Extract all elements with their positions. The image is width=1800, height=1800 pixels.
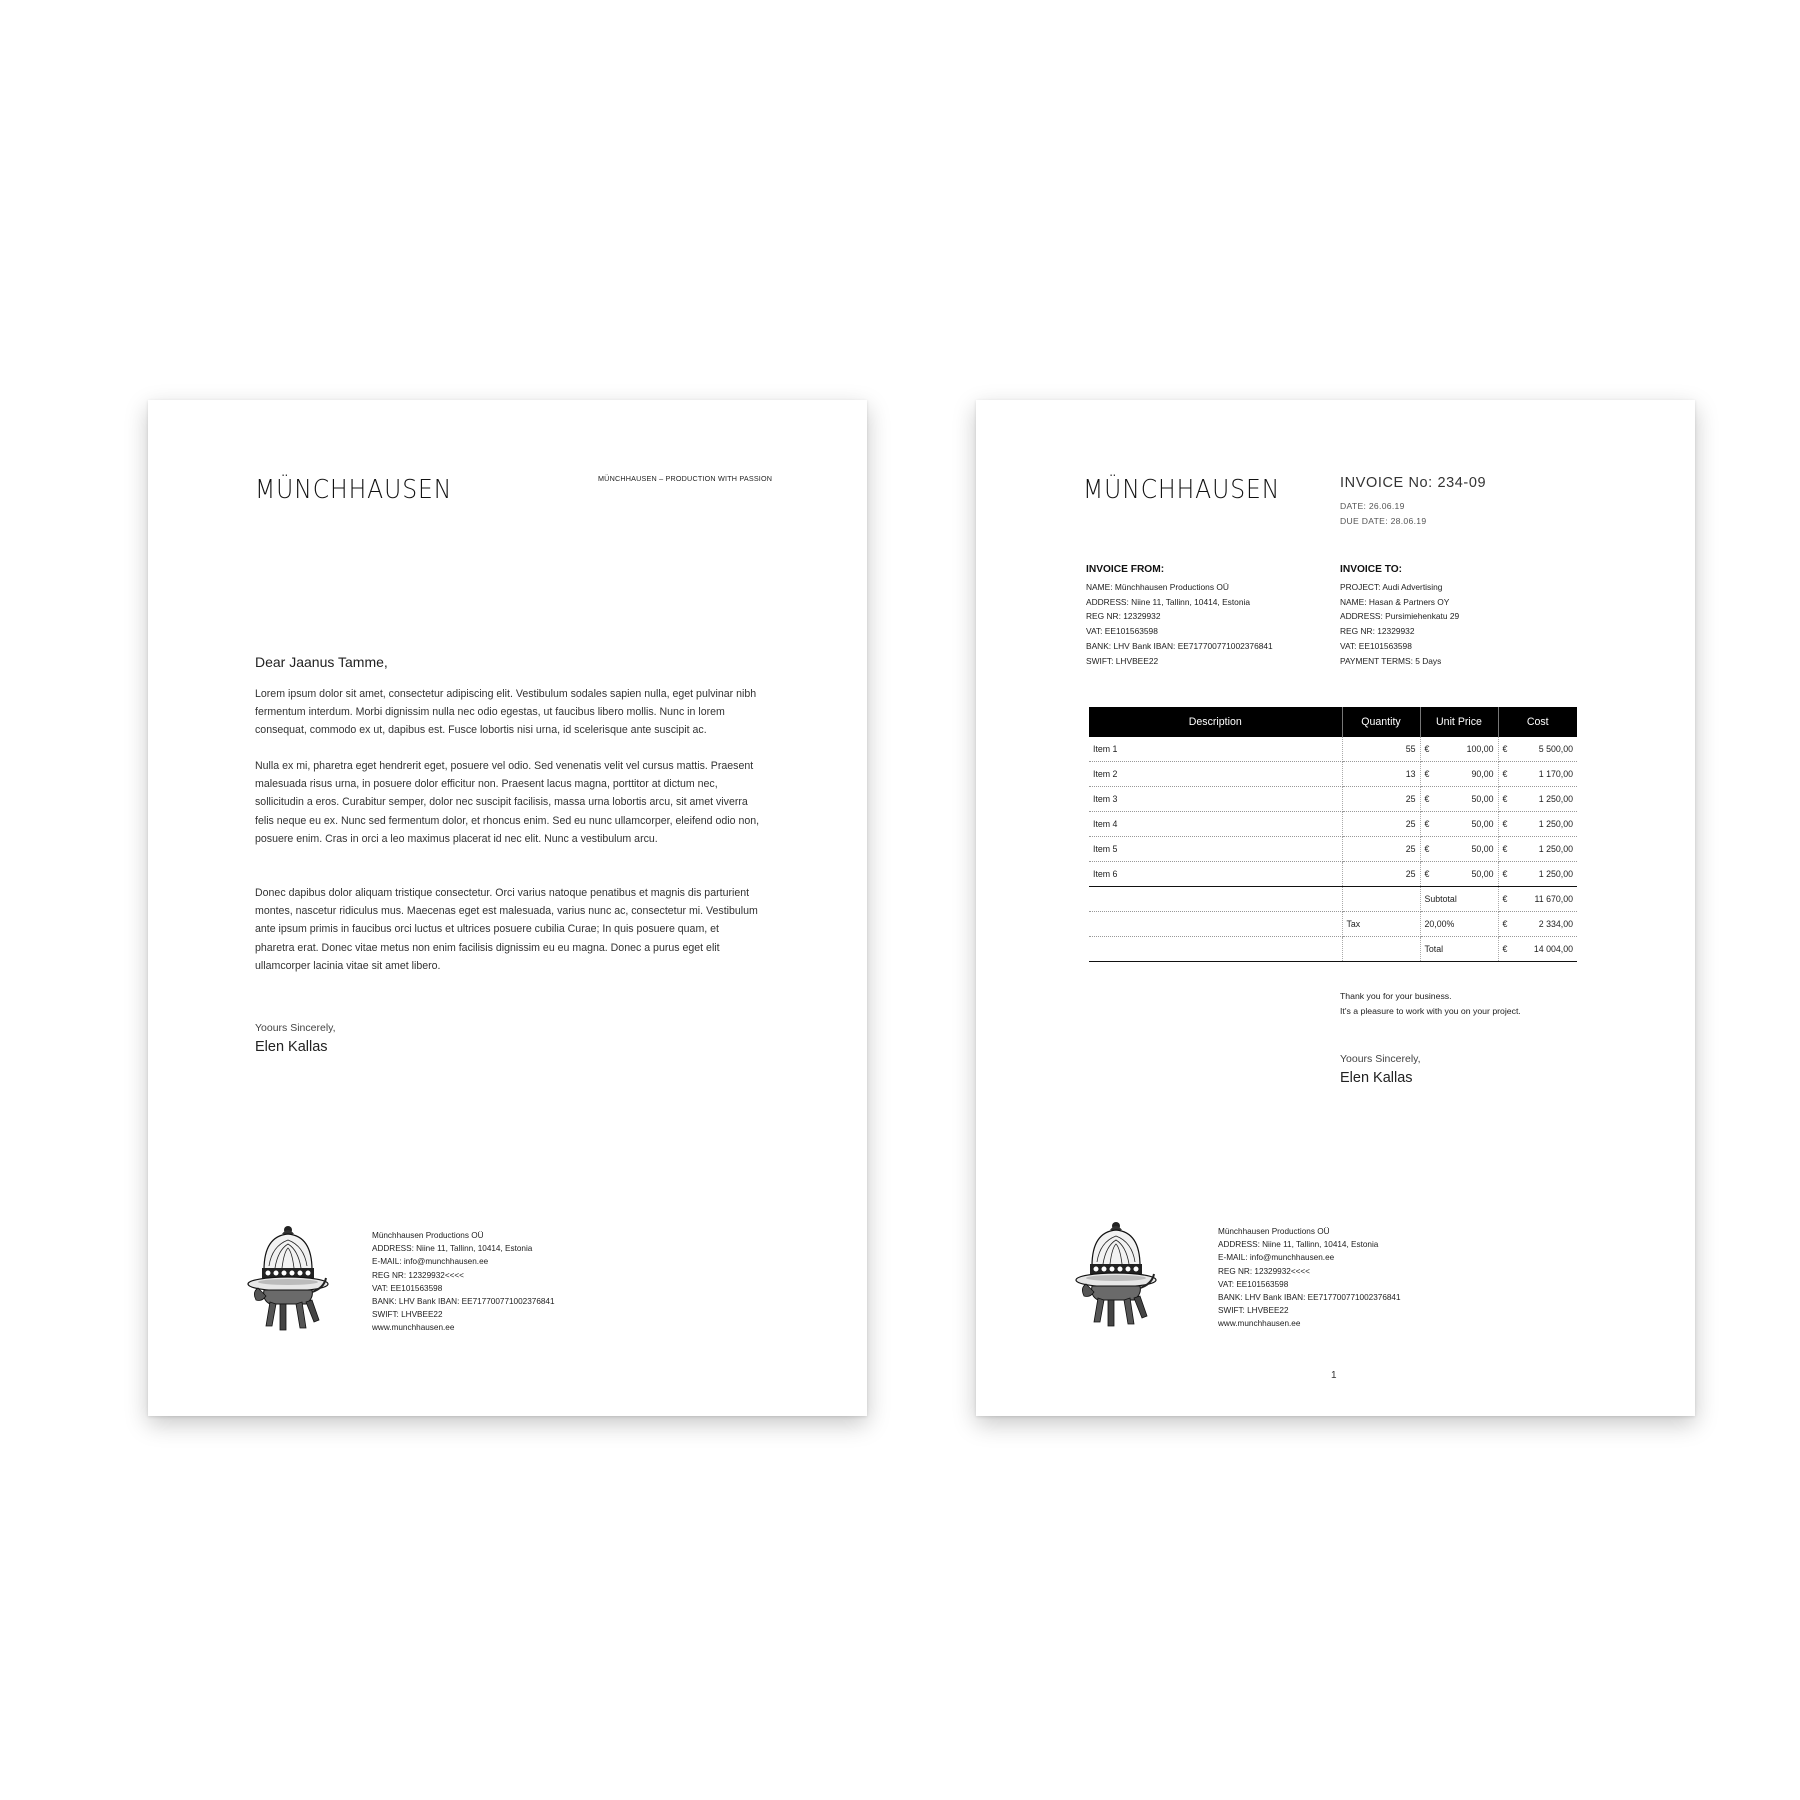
item-description: Item 2 xyxy=(1089,762,1342,787)
item-unit-price xyxy=(1420,862,1498,887)
table-row xyxy=(1089,787,1577,812)
currency-symbol: € xyxy=(1502,744,1508,754)
currency-symbol: € xyxy=(1502,769,1508,779)
total-label: Total xyxy=(1420,937,1498,962)
invoice-closing: Yoours Sincerely, xyxy=(1340,1053,1421,1065)
thanks-line: Thank you for your business. xyxy=(1340,991,1452,1001)
letter-paragraph-2: Nulla ex mi, pharetra eget hendrerit eget, posuere vel odio. Sed venenatis velit vel cursus mattis. Praesent malesuada risus urna, in posuere dolor efficitur non. Praesent lacus magna, porttitor at dictum nec, sollicitudin a eros. Curabitur semper, dolor nec suscipit facilisis, massa urna lobortis arcu, sit amet viverra felis neque eu ex. Nunc sed fermentum dolor, et rhoncus enim. Sed eu nunc ullamcorper, eleifend odio non, posuere enim. Cras in orci a leo maximus placerat id nec elit. Nunc a vestibulum arcu. xyxy=(255,760,760,845)
subtotal-label: Subtotal xyxy=(1420,887,1498,912)
tax-row xyxy=(1089,912,1577,937)
table-cell xyxy=(1089,912,1342,937)
footer-line: SWIFT: LHVBEE22 xyxy=(372,1310,443,1320)
item-cost xyxy=(1498,762,1577,787)
table-row xyxy=(1089,837,1577,862)
cost-value: 1 170,00 xyxy=(1538,769,1573,779)
currency-symbol: € xyxy=(1424,794,1430,804)
item-quantity: 25 xyxy=(1342,812,1420,837)
table-cell xyxy=(1089,887,1342,912)
footer-line: Münchhausen Productions OÜ xyxy=(372,1231,484,1240)
tax-rate: 20,00% xyxy=(1420,912,1498,937)
item-description: Item 6 xyxy=(1089,862,1342,887)
currency-symbol: € xyxy=(1424,869,1430,879)
cost-value: 1 250,00 xyxy=(1538,869,1573,879)
to-line: VAT: EE101563598 xyxy=(1340,640,1412,651)
item-unit-price xyxy=(1420,737,1498,762)
to-line: REG NR: 12329932 xyxy=(1340,626,1415,637)
from-line: ADDRESS: Niine 11, Tallinn, 10414, Estonia xyxy=(1086,596,1251,607)
cost-value: 5 500,00 xyxy=(1538,744,1573,754)
invoice-due-date: DUE DATE: 28.06.19 xyxy=(1340,516,1427,526)
subtotal-value: 11 670,00 xyxy=(1534,894,1573,904)
item-description: Item 4 xyxy=(1089,812,1342,837)
footer-line: Münchhausen Productions OÜ xyxy=(1218,1227,1330,1236)
footer-line: BANK: LHV Bank IBAN: EE717700771002376841 xyxy=(1218,1293,1401,1303)
currency-symbol: € xyxy=(1424,769,1430,779)
item-cost xyxy=(1498,812,1577,837)
total-value: 14 004,00 xyxy=(1533,944,1573,954)
invoice-items-table xyxy=(1089,707,1577,962)
page-number: 1 xyxy=(1331,1370,1337,1381)
cost-value: 1 250,00 xyxy=(1538,794,1573,804)
tax-label: Tax xyxy=(1342,912,1420,937)
tax-cell xyxy=(1498,912,1577,937)
invoice-footer-contact xyxy=(1218,1225,1401,1331)
table-cell xyxy=(1089,937,1342,962)
currency-symbol: € xyxy=(1502,894,1508,904)
unit-price-value: 50,00 xyxy=(1471,869,1494,879)
item-description: Item 1 xyxy=(1089,737,1342,762)
item-description: Item 5 xyxy=(1089,837,1342,862)
to-line: NAME: Hasan & Partners OY xyxy=(1340,596,1450,607)
table-row xyxy=(1089,812,1577,837)
item-quantity: 55 xyxy=(1342,737,1420,762)
from-line: REG NR: 12329932 xyxy=(1086,611,1161,622)
invoice-page xyxy=(976,400,1695,1416)
letter-signer: Elen Kallas xyxy=(255,1039,328,1055)
invoice-from-heading: INVOICE FROM: xyxy=(1086,564,1165,575)
table-cell xyxy=(1342,937,1420,962)
tax-value: 2 334,00 xyxy=(1538,919,1573,929)
footer-line: www.munchhausen.ee xyxy=(1218,1319,1301,1329)
company-logo: MÜNCHHAUSEN xyxy=(1083,475,1281,505)
col-header-cost: Cost xyxy=(1498,707,1577,737)
subtotal-cell xyxy=(1498,887,1577,912)
currency-symbol: € xyxy=(1502,819,1508,829)
item-quantity: 25 xyxy=(1342,862,1420,887)
invoice-dates xyxy=(1340,499,1426,529)
item-cost xyxy=(1498,837,1577,862)
tagline: MÜNCHHAUSEN – PRODUCTION WITH PASSION xyxy=(598,474,773,483)
letter-greeting: Dear Jaanus Tamme, xyxy=(255,654,388,670)
thank-you-note xyxy=(1340,989,1521,1019)
item-quantity: 13 xyxy=(1342,762,1420,787)
item-unit-price xyxy=(1420,762,1498,787)
item-unit-price xyxy=(1420,812,1498,837)
invoice-date: DATE: 26.06.19 xyxy=(1340,501,1405,511)
col-header-quantity: Quantity xyxy=(1342,707,1420,737)
footer-line: ADDRESS: Niine 11, Tallinn, 10414, Estonia xyxy=(1218,1240,1379,1250)
letter-footer-contact xyxy=(372,1229,555,1335)
item-cost xyxy=(1498,737,1577,762)
table-row xyxy=(1089,762,1577,787)
currency-symbol: € xyxy=(1502,919,1508,929)
item-unit-price xyxy=(1420,837,1498,862)
subtotal-row xyxy=(1089,887,1577,912)
company-logo: MÜNCHHAUSEN xyxy=(255,475,453,505)
footer-line: VAT: EE101563598 xyxy=(1218,1279,1289,1289)
footer-line: ADDRESS: Niine 11, Tallinn, 10414, Estonia xyxy=(372,1244,533,1254)
footer-line: E-MAIL: info@munchhausen.ee xyxy=(1218,1253,1335,1263)
unit-price-value: 50,00 xyxy=(1471,844,1494,854)
invoice-title: INVOICE No: 234-09 xyxy=(1340,475,1487,491)
table-header-row xyxy=(1089,707,1577,737)
from-line: NAME: Münchhausen Productions OÜ xyxy=(1086,582,1229,592)
footer-line: VAT: EE101563598 xyxy=(372,1283,443,1293)
unit-price-value: 90,00 xyxy=(1471,769,1494,779)
to-line: ADDRESS: Pursimiehenkatu 29 xyxy=(1340,611,1460,622)
from-line: BANK: LHV Bank IBAN: EE717700771002376841 xyxy=(1086,640,1273,651)
to-line: PROJECT: Audi Advertising xyxy=(1340,582,1443,592)
item-description: Item 3 xyxy=(1089,787,1342,812)
currency-symbol: € xyxy=(1502,944,1508,954)
invoice-signer: Elen Kallas xyxy=(1340,1070,1413,1086)
unit-price-value: 50,00 xyxy=(1471,794,1494,804)
cost-value: 1 250,00 xyxy=(1538,844,1573,854)
currency-symbol: € xyxy=(1424,744,1430,754)
cake-dog-illustration xyxy=(1070,1218,1160,1336)
col-header-unit-price: Unit Price xyxy=(1420,707,1498,737)
currency-symbol: € xyxy=(1424,819,1430,829)
from-line: SWIFT: LHVBEE22 xyxy=(1086,655,1159,666)
cost-value: 1 250,00 xyxy=(1538,819,1573,829)
table-cell xyxy=(1342,887,1420,912)
item-quantity: 25 xyxy=(1342,787,1420,812)
item-cost xyxy=(1498,787,1577,812)
col-header-description: Description xyxy=(1089,707,1342,737)
letter-paragraph-1: Lorem ipsum dolor sit amet, consectetur adipiscing elit. Vestibulum sodales sapien nulla, eget pulvinar nibh fermentum interdum. Morbi dignissim nulla nec odio egestas, ut faucibus libero mollis. Nunc in lorem consequat, commodo ex ut, dapibus est. Fusce lobortis nisi urna, id scelerisque ante suscipit ac. xyxy=(255,688,757,737)
unit-price-value: 50,00 xyxy=(1471,819,1494,829)
letterhead-page xyxy=(148,400,867,1416)
invoice-to-details xyxy=(1340,580,1459,668)
currency-symbol: € xyxy=(1502,794,1508,804)
footer-line: E-MAIL: info@munchhausen.ee xyxy=(372,1257,489,1267)
footer-line: www.munchhausen.ee xyxy=(372,1323,455,1333)
footer-line: REG NR: 12329932<<<< xyxy=(1218,1266,1310,1276)
item-cost xyxy=(1498,862,1577,887)
letter-paragraph-3: Donec dapibus dolor aliquam tristique consectetur. Orci varius natoque penatibus et magnis dis parturient montes, nascetur ridiculus mus. Maecenas eget est malesuada, varius nunc ac, consectetur mi. Vestibulum ante ipsum primis in faucibus orci luctus et ultrices posuere cubilia Curae; In quis posuere quam, et pharetra erat. Donec vitae metus non enim facilisis dignissim eu eu magna. Donec a purus eget elit ullamcorper lacinia vitae sit amet libero. xyxy=(255,887,758,972)
total-row xyxy=(1089,937,1577,962)
to-line: PAYMENT TERMS: 5 Days xyxy=(1340,655,1442,666)
cake-dog-illustration xyxy=(242,1222,332,1340)
currency-symbol: € xyxy=(1424,844,1430,854)
footer-line: REG NR: 12329932<<<< xyxy=(372,1270,464,1280)
thanks-line: It's a pleasure to work with you on your project. xyxy=(1340,1006,1521,1016)
currency-symbol: € xyxy=(1502,869,1508,879)
item-unit-price xyxy=(1420,787,1498,812)
footer-line: SWIFT: LHVBEE22 xyxy=(1218,1306,1289,1316)
currency-symbol: € xyxy=(1502,844,1508,854)
table-row xyxy=(1089,862,1577,887)
table-row xyxy=(1089,737,1577,762)
invoice-from-details xyxy=(1086,580,1273,668)
total-cell xyxy=(1498,937,1577,962)
from-line: VAT: EE101563598 xyxy=(1086,626,1158,637)
invoice-to-heading: INVOICE TO: xyxy=(1340,564,1403,575)
table-body xyxy=(1089,737,1577,962)
footer-line: BANK: LHV Bank IBAN: EE717700771002376841 xyxy=(372,1297,555,1307)
letter-closing: Yoours Sincerely, xyxy=(255,1022,336,1034)
item-quantity: 25 xyxy=(1342,837,1420,862)
unit-price-value: 100,00 xyxy=(1466,744,1494,754)
